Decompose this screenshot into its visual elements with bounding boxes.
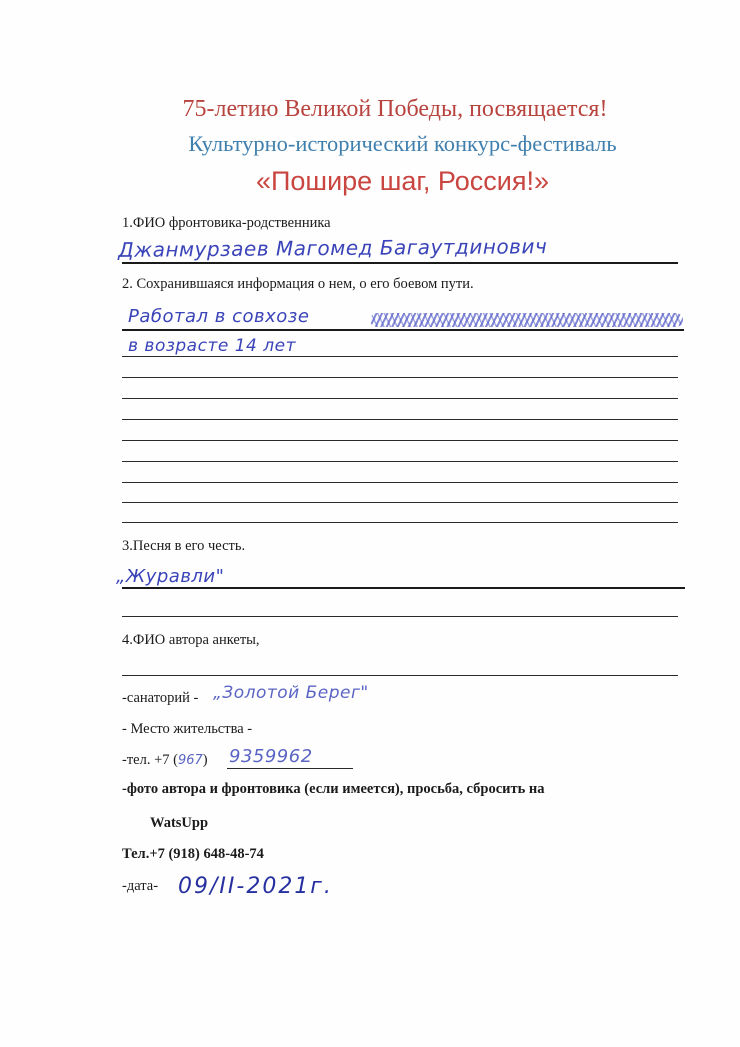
q2-line-3	[122, 377, 678, 378]
q2-line-5	[122, 419, 678, 420]
q2-line-4	[122, 398, 678, 399]
date-label: -дата-	[122, 878, 159, 894]
q4-label: 4.ФИО автора анкеты,	[122, 632, 260, 648]
residence-label: - Место жительства -	[122, 721, 253, 737]
q1-label: 1.ФИО фронтовика-родственника	[122, 215, 331, 231]
q2-label: 2. Сохранившаяся информация о нем, о его боевом пути.	[122, 276, 474, 292]
sanatorium-label: -санаторий -	[122, 690, 199, 706]
q2-line-1	[122, 329, 684, 331]
q1-answer-line	[122, 262, 678, 264]
header-slogan: «Пошире шаг, Россия!»	[255, 166, 549, 196]
q4-line[interactable]	[122, 675, 678, 676]
q2-answer-line-2[interactable]: в возрасте 14 лет	[128, 336, 296, 356]
q3-line-1	[122, 587, 685, 589]
phone-area-code[interactable]: 967	[177, 753, 203, 768]
q2-line-9	[122, 502, 678, 503]
photo-note: -фото автора и фронтовика (если имеется), просьба, сбросить на	[122, 781, 545, 797]
q2-line-10	[122, 522, 678, 523]
q2-line-8	[122, 482, 678, 483]
header-festival: Культурно-исторический конкурс-фестиваль	[188, 131, 617, 156]
q2-answer-line-1[interactable]: Работал в совхозе	[128, 306, 310, 327]
phone-label	[122, 752, 208, 769]
phone-prefix: -тел. +7 (	[122, 752, 178, 768]
phone-number[interactable]: 9359962	[229, 746, 313, 767]
q2-line-7	[122, 461, 678, 462]
q2-line-6	[122, 440, 678, 441]
date-value[interactable]: 09/II-2021г.	[178, 874, 333, 899]
q3-label: 3.Песня в его честь.	[122, 538, 246, 554]
sanatorium-value[interactable]: „Золотой Берег"	[213, 683, 369, 703]
phone-number-line	[227, 768, 353, 769]
q1-answer[interactable]: Джанмурзаев Магомед Багаутдинович	[117, 234, 548, 262]
photo-note-app: WatsUpp	[150, 815, 209, 831]
contact-phone: Тел.+7 (918) 648-48-74	[122, 846, 264, 862]
phone-paren-close: )	[202, 752, 208, 768]
q3-line-2	[122, 616, 678, 617]
header-dedication: 75-летию Великой Победы, посвящается!	[182, 96, 608, 122]
crossed-out-text	[370, 313, 683, 327]
q2-line-2	[122, 356, 678, 357]
q3-answer[interactable]: „Журавли"	[116, 566, 225, 587]
